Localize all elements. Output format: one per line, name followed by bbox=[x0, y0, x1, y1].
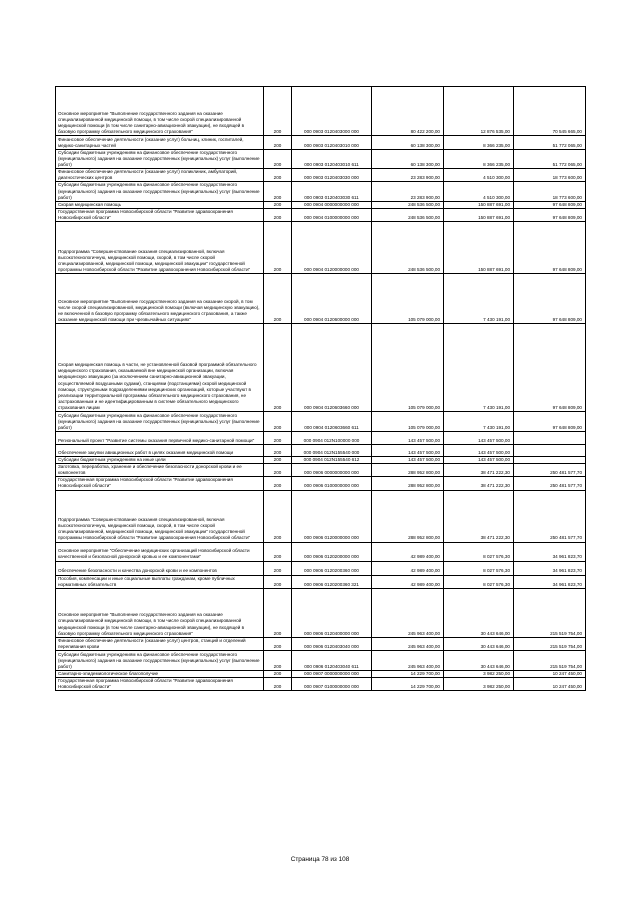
row-executed-amount: 8 027 576,30 bbox=[444, 575, 514, 588]
row-code: 200 bbox=[264, 575, 292, 588]
row-remaining-amount: 51 772 065,00 bbox=[514, 136, 586, 150]
row-approved-amount: 14 229 700,00 bbox=[372, 677, 444, 690]
row-approved-amount: 14 229 700,00 bbox=[372, 670, 444, 677]
row-approved-amount: 248 536 500,00 bbox=[372, 222, 444, 274]
row-remaining-amount bbox=[514, 432, 586, 445]
table-row bbox=[56, 201, 586, 208]
row-approved-amount: 245 963 400,00 bbox=[372, 637, 444, 650]
row-remaining-amount: 18 773 600,00 bbox=[514, 169, 586, 182]
row-classification-code: 000 0906 0120403040 611 bbox=[292, 650, 372, 670]
row-classification-code: 000 0903 0120403030 000 bbox=[292, 169, 372, 182]
row-name: Финансовое обеспечение деятельности (оказание услуг) поликлиник, амбулаторий, диагностических центров bbox=[56, 169, 264, 182]
budget-table-container bbox=[55, 86, 585, 691]
table-body bbox=[56, 87, 586, 691]
row-classification-code: 000 0903 0120403000 000 bbox=[292, 87, 372, 136]
row-remaining-amount: 97 648 809,00 bbox=[514, 222, 586, 274]
row-remaining-amount: 215 519 754,00 bbox=[514, 588, 586, 637]
row-code: 200 bbox=[264, 182, 292, 201]
table-row bbox=[56, 222, 586, 274]
table-row bbox=[56, 274, 586, 324]
row-executed-amount: 3 982 250,00 bbox=[444, 677, 514, 690]
table-row bbox=[56, 588, 586, 637]
row-executed-amount: 150 887 691,00 bbox=[444, 208, 514, 221]
budget-table bbox=[55, 86, 586, 691]
row-code: 200 bbox=[264, 490, 292, 542]
row-executed-amount: 4 510 300,00 bbox=[444, 182, 514, 201]
table-row bbox=[56, 87, 586, 136]
row-code: 200 bbox=[264, 324, 292, 412]
row-remaining-amount: 97 648 809,00 bbox=[514, 201, 586, 208]
row-classification-code: 000 0904 0100000000 000 bbox=[292, 208, 372, 221]
row-approved-amount: 23 283 900,00 bbox=[372, 169, 444, 182]
row-code: 200 bbox=[264, 464, 292, 477]
row-approved-amount: 23 283 900,00 bbox=[372, 182, 444, 201]
row-name: Субсидии бюджетным учреждениям на финансовое обеспечение государственного (муниципального) задания на оказание государственных (муниципальных) услуг (выполнение работ) bbox=[56, 150, 264, 169]
row-executed-amount: 38 471 222,30 bbox=[444, 464, 514, 477]
row-name: Субсидии бюджетным учреждениям на финансовое обеспечение государственного (муниципального) задания на оказание государственных (муниципальных) услуг (выполнение работ) bbox=[56, 650, 264, 670]
row-name: Финансовое обеспечение деятельности (оказание услуг) больниц, клиник, госпиталей, медико-санитарных частей bbox=[56, 136, 264, 150]
row-code: 200 bbox=[264, 457, 292, 464]
row-name: Субсидии бюджетным учреждениям на иные цели bbox=[56, 457, 264, 464]
row-approved-amount: 245 963 400,00 bbox=[372, 650, 444, 670]
row-executed-amount: 38 471 222,30 bbox=[444, 490, 514, 542]
row-classification-code: 000 0904 0120603660 611 bbox=[292, 412, 372, 432]
row-name: Заготовка, переработка, хранение и обеспечение безопасности донорской крови и ее компонентов bbox=[56, 464, 264, 477]
page-number: Страница 78 из 108 bbox=[290, 856, 350, 863]
row-remaining-amount: 34 961 823,70 bbox=[514, 542, 586, 561]
row-executed-amount: 143 457 500,00 bbox=[444, 457, 514, 464]
row-classification-code: 000 0906 0100000000 000 bbox=[292, 477, 372, 490]
row-code: 200 bbox=[264, 561, 292, 575]
row-classification-code: 000 0907 0100000000 000 bbox=[292, 677, 372, 690]
row-approved-amount: 288 952 800,00 bbox=[372, 464, 444, 477]
row-approved-amount: 248 536 500,00 bbox=[372, 201, 444, 208]
row-name: Подпрограмма "Совершенствование оказания специализированной, включая высокотехнологичную, медицинской помощи, скорой, в том числе скорой специализированной, медицинской помощи, медицинской эвакуации" государственной программы Новосибирской области "Развитие здравоохранения Новосибирской области" bbox=[56, 222, 264, 274]
row-code: 200 bbox=[264, 136, 292, 150]
row-approved-amount: 143 457 500,00 bbox=[372, 432, 444, 445]
row-name: Обеспечение безопасности и качества донорской крови и ее компонентов bbox=[56, 561, 264, 575]
row-remaining-amount: 51 772 065,00 bbox=[514, 150, 586, 169]
row-code: 200 bbox=[264, 650, 292, 670]
row-executed-amount: 7 430 191,00 bbox=[444, 324, 514, 412]
row-remaining-amount: 34 961 823,70 bbox=[514, 575, 586, 588]
table-row bbox=[56, 150, 586, 169]
row-remaining-amount: 215 519 754,00 bbox=[514, 637, 586, 650]
row-executed-amount: 4 510 300,00 bbox=[444, 169, 514, 182]
table-row bbox=[56, 182, 586, 201]
row-classification-code: 000 0903 0120403010 611 bbox=[292, 150, 372, 169]
table-row bbox=[56, 136, 586, 150]
row-executed-amount: 143 457 500,00 bbox=[444, 432, 514, 445]
row-executed-amount: 30 443 646,00 bbox=[444, 650, 514, 670]
row-classification-code: 000 0906 0120403040 000 bbox=[292, 637, 372, 650]
row-classification-code: 000 0903 0120403030 611 bbox=[292, 182, 372, 201]
row-code: 200 bbox=[264, 445, 292, 457]
row-code: 200 bbox=[264, 677, 292, 690]
row-name: Региональный проект "Развитие системы оказания первичной медико-санитарной помощи" bbox=[56, 432, 264, 445]
row-executed-amount: 143 457 500,00 bbox=[444, 445, 514, 457]
row-name: Основное мероприятие "Выполнение государственного задания на оказание специализированной медицинской помощи, в том числе скорой специализированной медицинской помощи (в том числе санитарно-авиационной эвакуации), не входящей в базовую программу обязательного медицинского страхования" bbox=[56, 588, 264, 637]
row-classification-code: 000 0904 0120600000 000 bbox=[292, 274, 372, 324]
row-remaining-amount: 97 648 809,00 bbox=[514, 274, 586, 324]
row-classification-code: 000 0903 0120403010 000 bbox=[292, 136, 372, 150]
row-executed-amount: 8 027 576,30 bbox=[444, 542, 514, 561]
row-executed-amount: 38 471 222,30 bbox=[444, 477, 514, 490]
row-remaining-amount: 215 519 754,00 bbox=[514, 650, 586, 670]
row-classification-code: 000 0906 0000000000 000 bbox=[292, 464, 372, 477]
row-approved-amount: 105 079 000,00 bbox=[372, 324, 444, 412]
row-code: 200 bbox=[264, 222, 292, 274]
row-classification-code: 000 0906 0120200000 000 bbox=[292, 542, 372, 561]
table-row bbox=[56, 464, 586, 477]
row-executed-amount: 30 443 646,00 bbox=[444, 637, 514, 650]
row-classification-code: 000 0904 0000000000 000 bbox=[292, 201, 372, 208]
row-classification-code: 000 0904 0120603660 000 bbox=[292, 324, 372, 412]
table-row bbox=[56, 445, 586, 457]
table-row bbox=[56, 432, 586, 445]
row-name: Основное мероприятие "Выполнение государственного задания на оказание специализированной медицинской помощи, в том числе скорой специализированной медицинской помощи (в том числе санитарно-авиационной эвакуации), не входящей в базовую программу обязательного медицинского страхования" bbox=[56, 87, 264, 136]
row-classification-code: 000 0907 0000000000 000 bbox=[292, 670, 372, 677]
row-remaining-amount: 18 773 600,00 bbox=[514, 182, 586, 201]
row-code: 200 bbox=[264, 477, 292, 490]
row-name: Государственная программа Новосибирской области "Развитие здравоохранения Новосибирской области" bbox=[56, 477, 264, 490]
row-executed-amount: 150 887 691,00 bbox=[444, 201, 514, 208]
table-row bbox=[56, 324, 586, 412]
row-code: 200 bbox=[264, 87, 292, 136]
row-remaining-amount: 97 648 809,00 bbox=[514, 324, 586, 412]
row-name: Субсидии бюджетным учреждениям на финансовое обеспечение государственного (муниципального) задания на оказание государственных (муниципальных) услуг (выполнение работ) bbox=[56, 412, 264, 432]
row-classification-code: 000 0904 0120000000 000 bbox=[292, 222, 372, 274]
row-approved-amount: 248 536 500,00 bbox=[372, 208, 444, 221]
row-code: 200 bbox=[264, 542, 292, 561]
row-name: Обеспечение закупки авиационных работ в целях оказания медицинской помощи bbox=[56, 445, 264, 457]
row-executed-amount: 3 982 250,00 bbox=[444, 670, 514, 677]
row-approved-amount: 143 457 500,00 bbox=[372, 445, 444, 457]
row-remaining-amount: 34 961 823,70 bbox=[514, 561, 586, 575]
row-remaining-amount: 10 247 450,00 bbox=[514, 670, 586, 677]
row-approved-amount: 105 079 000,00 bbox=[372, 274, 444, 324]
row-executed-amount: 150 887 691,00 bbox=[444, 222, 514, 274]
row-approved-amount: 288 952 800,00 bbox=[372, 490, 444, 542]
row-approved-amount: 245 963 400,00 bbox=[372, 588, 444, 637]
row-code: 200 bbox=[264, 432, 292, 445]
row-remaining-amount: 97 648 809,00 bbox=[514, 412, 586, 432]
row-approved-amount: 60 138 300,00 bbox=[372, 150, 444, 169]
table-row bbox=[56, 490, 586, 542]
row-executed-amount: 7 430 191,00 bbox=[444, 412, 514, 432]
row-approved-amount: 42 989 400,00 bbox=[372, 575, 444, 588]
row-name: Государственная программа Новосибирской области "Развитие здравоохранения Новосибирской области" bbox=[56, 677, 264, 690]
row-classification-code: 000 0906 0120200360 321 bbox=[292, 575, 372, 588]
row-approved-amount: 105 079 000,00 bbox=[372, 412, 444, 432]
row-name: Финансовое обеспечение деятельности (оказание услуг) центров, станций и отделений переливания крови bbox=[56, 637, 264, 650]
row-approved-amount: 42 989 400,00 bbox=[372, 561, 444, 575]
row-classification-code: 000 0904 012N155540 612 bbox=[292, 457, 372, 464]
row-name: Скорая медицинская помощь в части, не установленной базовой программой обязательного медицинского страхования, оказываемой вне медицинской организации, включая медицинскую эвакуацию (за исключением санитарно-авиационной эвакуации, осуществляемой воздушными судами), станциями (подстанциями) скорой медицинской помощи, структурными подразделениями медицинских организаций, которые участвуют в реализации территориальной программы обязательного медицинского страхования, не застрахованным и не идентифицированным в системе обязательного медицинского страхования лицам bbox=[56, 324, 264, 412]
row-remaining-amount: 250 481 577,70 bbox=[514, 477, 586, 490]
row-code: 200 bbox=[264, 637, 292, 650]
row-executed-amount: 8 366 235,00 bbox=[444, 136, 514, 150]
row-classification-code: 000 0906 0120400000 000 bbox=[292, 588, 372, 637]
table-row bbox=[56, 412, 586, 432]
row-classification-code: 000 0906 0120000000 000 bbox=[292, 490, 372, 542]
row-approved-amount: 60 138 300,00 bbox=[372, 136, 444, 150]
row-executed-amount: 7 430 191,00 bbox=[444, 274, 514, 324]
row-name: Скорая медицинская помощь bbox=[56, 201, 264, 208]
row-remaining-amount: 70 545 665,00 bbox=[514, 87, 586, 136]
row-executed-amount: 8 027 576,30 bbox=[444, 561, 514, 575]
table-row bbox=[56, 650, 586, 670]
row-name: Пособия, компенсации и иные социальные выплаты гражданам, кроме публичных нормативных обязательств bbox=[56, 575, 264, 588]
row-classification-code: 000 0904 012N100000 000 bbox=[292, 432, 372, 445]
row-name: Санитарно-эпидемиологическое благополучие bbox=[56, 670, 264, 677]
table-row bbox=[56, 670, 586, 677]
row-executed-amount: 30 443 646,00 bbox=[444, 588, 514, 637]
table-row bbox=[56, 575, 586, 588]
row-name: Основное мероприятие "Выполнение государственного задания на оказание скорой, в том числе скорой специализированной, медицинской помощи (включая медицинскую эвакуацию), не включенной в базовую программу обязательного медицинского страхования, а также оказание медицинской помощи при чрезвычайных ситуациях" bbox=[56, 274, 264, 324]
table-row bbox=[56, 208, 586, 221]
row-remaining-amount bbox=[514, 445, 586, 457]
row-code: 200 bbox=[264, 169, 292, 182]
row-code: 200 bbox=[264, 201, 292, 208]
row-approved-amount: 143 457 500,00 bbox=[372, 457, 444, 464]
row-code: 200 bbox=[264, 150, 292, 169]
row-code: 200 bbox=[264, 208, 292, 221]
table-row bbox=[56, 457, 586, 464]
row-code: 200 bbox=[264, 670, 292, 677]
row-remaining-amount: 97 648 809,00 bbox=[514, 208, 586, 221]
table-row bbox=[56, 542, 586, 561]
row-code: 200 bbox=[264, 588, 292, 637]
row-remaining-amount: 10 247 450,00 bbox=[514, 677, 586, 690]
table-row bbox=[56, 169, 586, 182]
row-remaining-amount: 250 481 577,70 bbox=[514, 490, 586, 542]
row-name: Основное мероприятие "Обеспечение медицинских организаций Новосибирской области качественной и безопасной донорской кровью и ее компонентами" bbox=[56, 542, 264, 561]
row-approved-amount: 42 989 400,00 bbox=[372, 542, 444, 561]
row-remaining-amount bbox=[514, 457, 586, 464]
row-classification-code: 000 0906 0120200360 000 bbox=[292, 561, 372, 575]
row-name: Государственная программа Новосибирской области "Развитие здравоохранения Новосибирской области" bbox=[56, 208, 264, 221]
table-row bbox=[56, 477, 586, 490]
row-code: 200 bbox=[264, 412, 292, 432]
row-executed-amount: 8 366 235,00 bbox=[444, 150, 514, 169]
table-row bbox=[56, 677, 586, 690]
row-name: Субсидии бюджетным учреждениям на финансовое обеспечение государственного (муниципального) задания на оказание государственных (муниципальных) услуг (выполнение работ) bbox=[56, 182, 264, 201]
table-row bbox=[56, 561, 586, 575]
row-approved-amount: 288 952 800,00 bbox=[372, 477, 444, 490]
row-remaining-amount: 250 481 577,70 bbox=[514, 464, 586, 477]
table-row bbox=[56, 637, 586, 650]
row-executed-amount: 12 876 535,00 bbox=[444, 87, 514, 136]
row-name: Подпрограмма "Совершенствование оказания специализированной, включая высокотехнологичную, медицинской помощи, скорой, в том числе скорой специализированной, медицинской помощи, медицинской эвакуации" государственной программы Новосибирской области "Развитие здравоохранения Новосибирской области" bbox=[56, 490, 264, 542]
row-code: 200 bbox=[264, 274, 292, 324]
row-approved-amount: 80 422 200,00 bbox=[372, 87, 444, 136]
row-classification-code: 000 0904 012N155540 000 bbox=[292, 445, 372, 457]
